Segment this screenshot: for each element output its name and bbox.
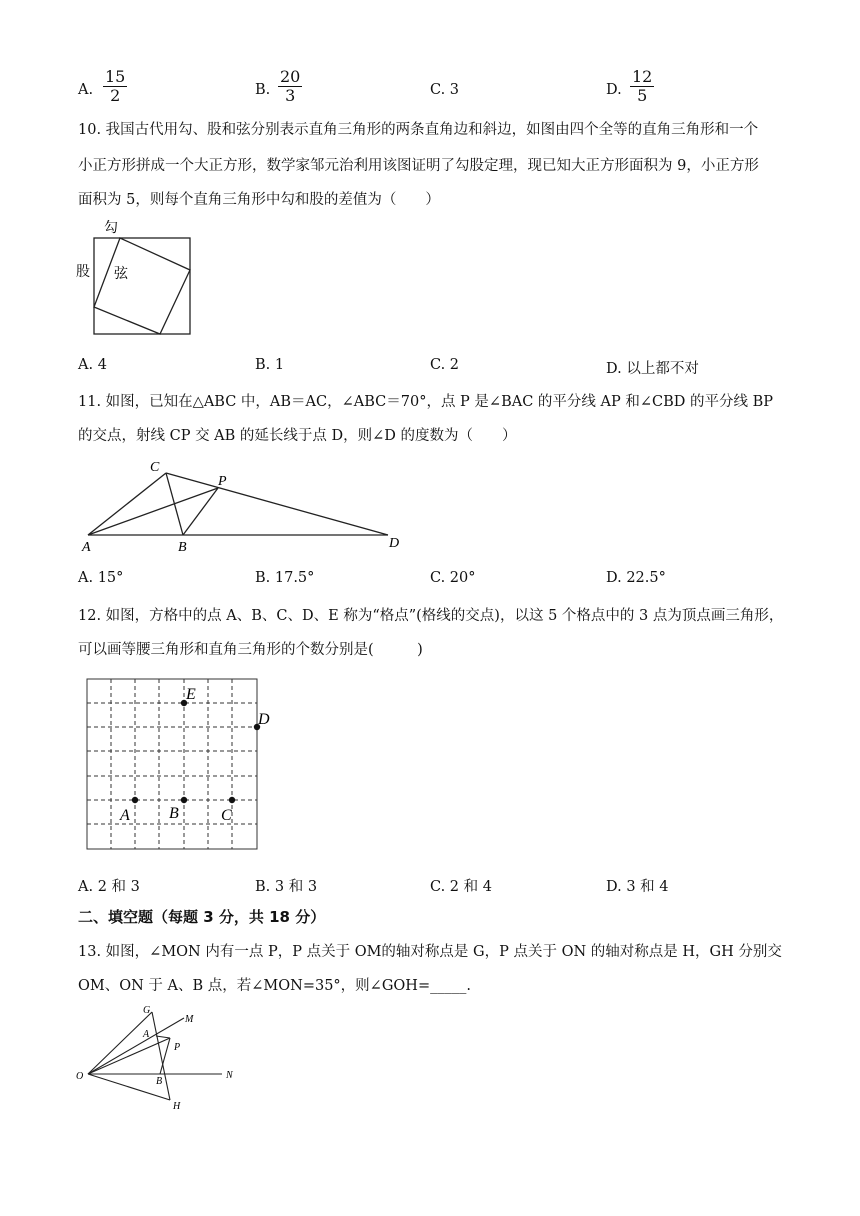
q13-stem-line-2: OM、ON 于 A、B 点，若∠MON=35°，则∠GOH=_____.: [78, 978, 471, 994]
fraction-numerator: 12: [632, 67, 653, 86]
q11-stem-line-1: 11. 如图，已知在△ABC 中，AB＝AC，∠ABC＝70°，点 P 是∠BAC 的平分线 AP 和∠CBD 的平分线 BP: [78, 394, 774, 410]
q10-option-b: B. 1: [255, 357, 285, 373]
segment-op: [88, 1038, 170, 1074]
q12-stem-line-1: 12. 如图，方格中的点 A、B、C、D、E 称为“格点”(格线的交点)，以这 5 个格点中的 3 点为顶点画三角形，: [78, 608, 784, 624]
fraction-denominator: 2: [110, 86, 121, 105]
label-a: A: [143, 1029, 150, 1040]
label-h: H: [173, 1101, 181, 1112]
label-b: B: [169, 805, 179, 822]
label-a: A: [82, 540, 91, 555]
q12-grid-figure: [80, 672, 270, 858]
grid-point-a: [132, 797, 138, 803]
label-e: E: [186, 686, 196, 703]
segment-og: [88, 1012, 152, 1074]
fraction-numerator: 15: [105, 67, 126, 86]
q10-option-a: A. 4: [78, 357, 107, 373]
label-gou: 勾: [104, 221, 118, 236]
label-xian: 弦: [114, 267, 128, 282]
fraction-numerator: 20: [280, 67, 301, 86]
label-m: M: [185, 1014, 194, 1025]
label-p: P: [218, 474, 227, 489]
segment-ap: [88, 488, 218, 535]
ray-cd: [166, 473, 388, 535]
label-n: N: [226, 1070, 233, 1081]
q11-option-b: B. 17.5°: [255, 570, 315, 586]
label-g: G: [143, 1005, 151, 1016]
q13-reflection-figure: [72, 1000, 252, 1118]
label-b: B: [178, 540, 187, 555]
segment-cb: [166, 473, 183, 535]
q11-option-c: C. 20°: [430, 570, 476, 586]
q12-stem-line-2: 可以画等腰三角形和直角三角形的个数分别是( ): [78, 642, 423, 658]
q9-option-b-fraction: [278, 68, 302, 105]
q11-option-d: D. 22.5°: [606, 570, 666, 586]
q12-option-c: C. 2 和 4: [430, 879, 492, 895]
q12-option-b: B. 3 和 3: [255, 879, 318, 895]
q10-stem-line-3: 面积为 5，则每个直角三角形中勾和股的差值为（ ）: [78, 192, 440, 208]
q9-option-b-label: B.: [255, 82, 271, 98]
q11-option-a: A. 15°: [78, 570, 124, 586]
q10-option-c: C. 2: [430, 357, 460, 373]
q9-option-d-label: D.: [606, 82, 622, 98]
q12-option-d: D. 3 和 4: [606, 879, 669, 895]
q10-stem-line-2: 小正方形拼成一个大正方形，数学家邹元治利用该图证明了勾股定理，现已知大正方形面积为 9，小正方形: [78, 158, 759, 174]
label-o: O: [76, 1071, 84, 1082]
q10-pythagorean-figure: [70, 212, 200, 342]
label-gu: 股: [76, 265, 90, 280]
q9-option-d-fraction: [630, 68, 654, 105]
q13-stem-line-1: 13. 如图，∠MON 内有一点 P，P 点关于 OM的轴对称点是 G，P 点关于 ON 的轴对称点是 H，GH 分别交: [78, 944, 782, 960]
q10-stem-line-1: 10. 我国古代用勾、股和弦分别表示直角三角形的两条直角边和斜边，如图由四个全等的直角三角形和一个: [78, 122, 759, 138]
fraction-denominator: 5: [637, 86, 648, 105]
label-p: P: [174, 1042, 181, 1053]
grid-point-b: [181, 797, 187, 803]
label-c: C: [150, 460, 160, 475]
q10-option-d: D. 以上都不对: [606, 361, 699, 377]
q9-option-a-fraction: [103, 68, 127, 105]
segment-bp: [183, 488, 218, 535]
label-a: A: [120, 807, 130, 824]
q9-option-c: C. 3: [430, 82, 460, 98]
fraction-denominator: 3: [285, 86, 296, 105]
section-2-heading: 二、填空题（每题 3 分，共 18 分）: [78, 908, 326, 926]
tilted-square: [94, 238, 190, 334]
segment-ap: [156, 1036, 170, 1038]
label-c: C: [221, 807, 232, 824]
q11-stem-line-2: 的交点，射线 CP 交 AB 的延长线于点 D，则∠D 的度数为（ ）: [78, 428, 517, 444]
q9-option-a-label: A.: [78, 82, 94, 98]
grid-point-c: [229, 797, 235, 803]
segment-ac: [88, 473, 166, 535]
label-d: D: [389, 536, 400, 551]
ray-om: [88, 1018, 184, 1074]
q12-option-a: A. 2 和 3: [78, 879, 140, 895]
label-b: B: [156, 1076, 163, 1087]
q11-triangle-figure: [78, 455, 418, 555]
label-d: D: [258, 711, 270, 728]
outer-square: [94, 238, 190, 334]
